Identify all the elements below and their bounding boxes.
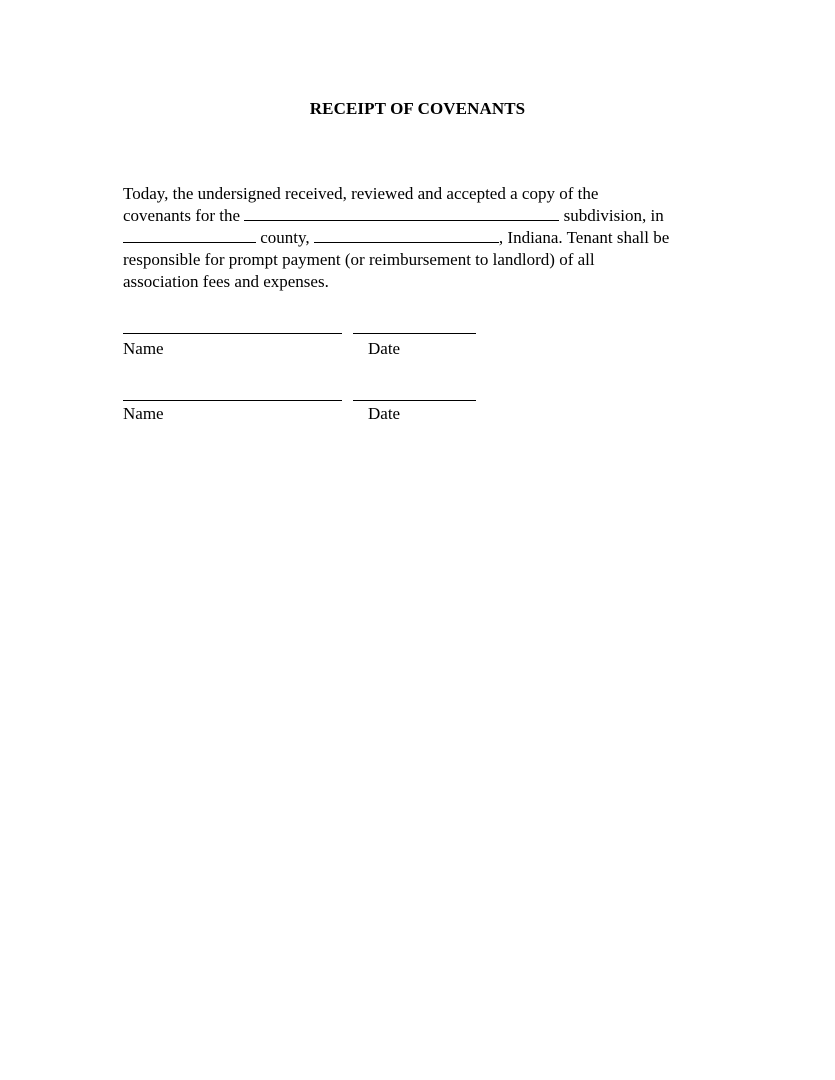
subdivision-blank[interactable] — [244, 206, 559, 221]
covenants-for-text: covenants for the — [123, 206, 241, 225]
indiana-tenant-text: , Indiana. Tenant shall be — [498, 228, 670, 247]
county-text: county, — [260, 228, 310, 247]
date-label-1: Date — [368, 339, 401, 358]
paragraph-line-1: Today, the undersigned received, reviewed and accepted a copy of the — [123, 184, 599, 203]
signature-date-line-1[interactable] — [353, 333, 476, 334]
name-label-1: Name — [123, 339, 164, 358]
name-label-2: Name — [123, 404, 164, 423]
document-title: RECEIPT OF COVENANTS — [309, 99, 526, 118]
paragraph-line-2 — [123, 205, 723, 227]
date-label-2: Date — [368, 404, 401, 423]
signature-name-line-1[interactable] — [123, 333, 342, 334]
subdivision-in-text: subdivision, in — [563, 206, 664, 225]
city-blank[interactable] — [314, 228, 499, 243]
paragraph-line-3 — [123, 227, 723, 249]
county-blank[interactable] — [123, 228, 256, 243]
paragraph-line-5: association fees and expenses. — [123, 272, 329, 291]
signature-name-line-2[interactable] — [123, 400, 342, 401]
paragraph-line-4: responsible for prompt payment (or reimbursement to landlord) of all — [123, 250, 595, 269]
signature-date-line-2[interactable] — [353, 400, 476, 401]
body-paragraph — [123, 183, 723, 293]
